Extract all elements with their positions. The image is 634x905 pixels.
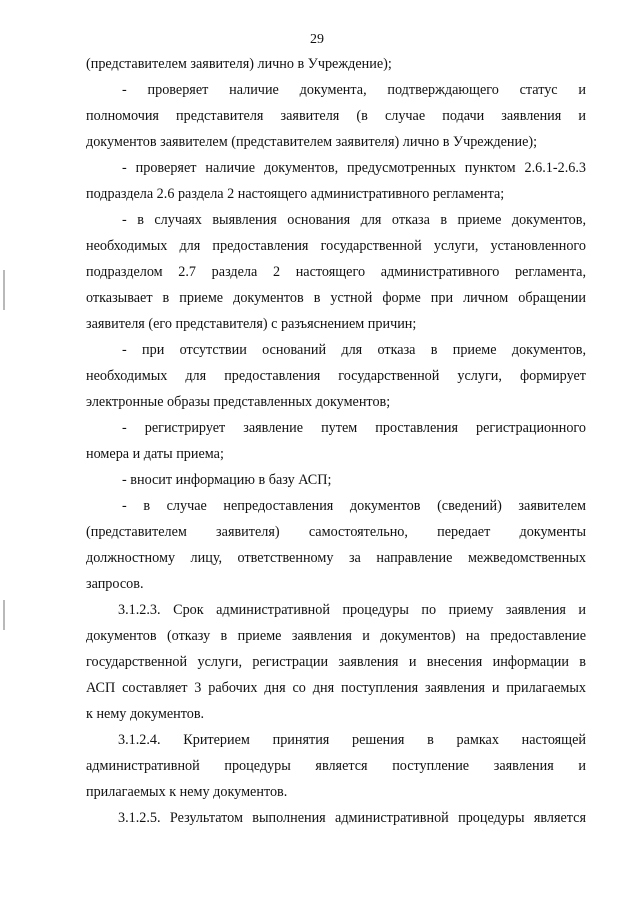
list-item-line: - регистрирует заявление путем проставления регистрационного [122, 420, 586, 436]
text-line: полномочия представителя заявителя (в случае подачи заявления и [86, 108, 586, 124]
text-line: (представителем заявителя) самостоятельно, передает документы [86, 524, 586, 540]
paragraph-start-line: 3.1.2.5. Результатом выполнения административной процедуры является [118, 810, 586, 826]
page-number: 29 [310, 32, 324, 47]
text-line: необходимых для предоставления государственной услуги, установленного [86, 238, 586, 254]
list-item-line: - при отсутствии оснований для отказа в приеме документов, [122, 342, 586, 358]
text-line: к нему документов. [86, 706, 205, 722]
scan-edge-mark [3, 270, 5, 310]
text-line: подраздела 2.6 раздела 2 настоящего административного регламента; [86, 186, 505, 202]
text-line: номера и даты приема; [86, 446, 224, 462]
text-line: (представителем заявителя) лично в Учреждение); [86, 56, 392, 72]
scan-edge-mark [3, 600, 5, 630]
text-line: административной процедуры является поступление заявления и [86, 758, 586, 774]
list-item-line: - в случае непредоставления документов (сведений) заявителем [122, 498, 586, 514]
text-line: документов заявителем (представителем заявителя) лично в Учреждение); [86, 134, 538, 150]
text-line: документов (отказу в приеме заявления и документов) на предоставление [86, 628, 586, 644]
text-line: прилагаемых к нему документов. [86, 784, 288, 800]
text-line: отказывает в приеме документов в устной форме при личном обращении [86, 290, 586, 306]
text-line: АСП составляет 3 рабочих дня со дня поступления заявления и прилагаемых [86, 680, 586, 696]
text-line: подразделом 2.7 раздела 2 настоящего административного регламента, [86, 264, 586, 280]
paragraph-start-line: 3.1.2.4. Критерием принятия решения в рамках настоящей [118, 732, 586, 748]
list-item-line: - в случаях выявления основания для отказа в приеме документов, [122, 212, 586, 228]
list-item-line: - проверяет наличие документов, предусмотренных пунктом 2.6.1-2.6.3 [122, 160, 586, 176]
text-line: должностному лицу, ответственному за направление межведомственных [86, 550, 586, 566]
text-line: необходимых для предоставления государственной услуги, формирует [86, 368, 586, 384]
list-item-line: - проверяет наличие документа, подтверждающего статус и [122, 82, 586, 98]
paragraph-start-line: 3.1.2.3. Срок административной процедуры по приему заявления и [118, 602, 586, 618]
text-line: электронные образы представленных документов; [86, 394, 391, 410]
text-line: запросов. [86, 576, 144, 592]
text-line: заявителя (его представителя) с разъяснением причин; [86, 316, 417, 332]
list-item-line: - вносит информацию в базу АСП; [122, 472, 332, 488]
text-line: государственной услуги, регистрации заявления и внесения информации в [86, 654, 586, 670]
